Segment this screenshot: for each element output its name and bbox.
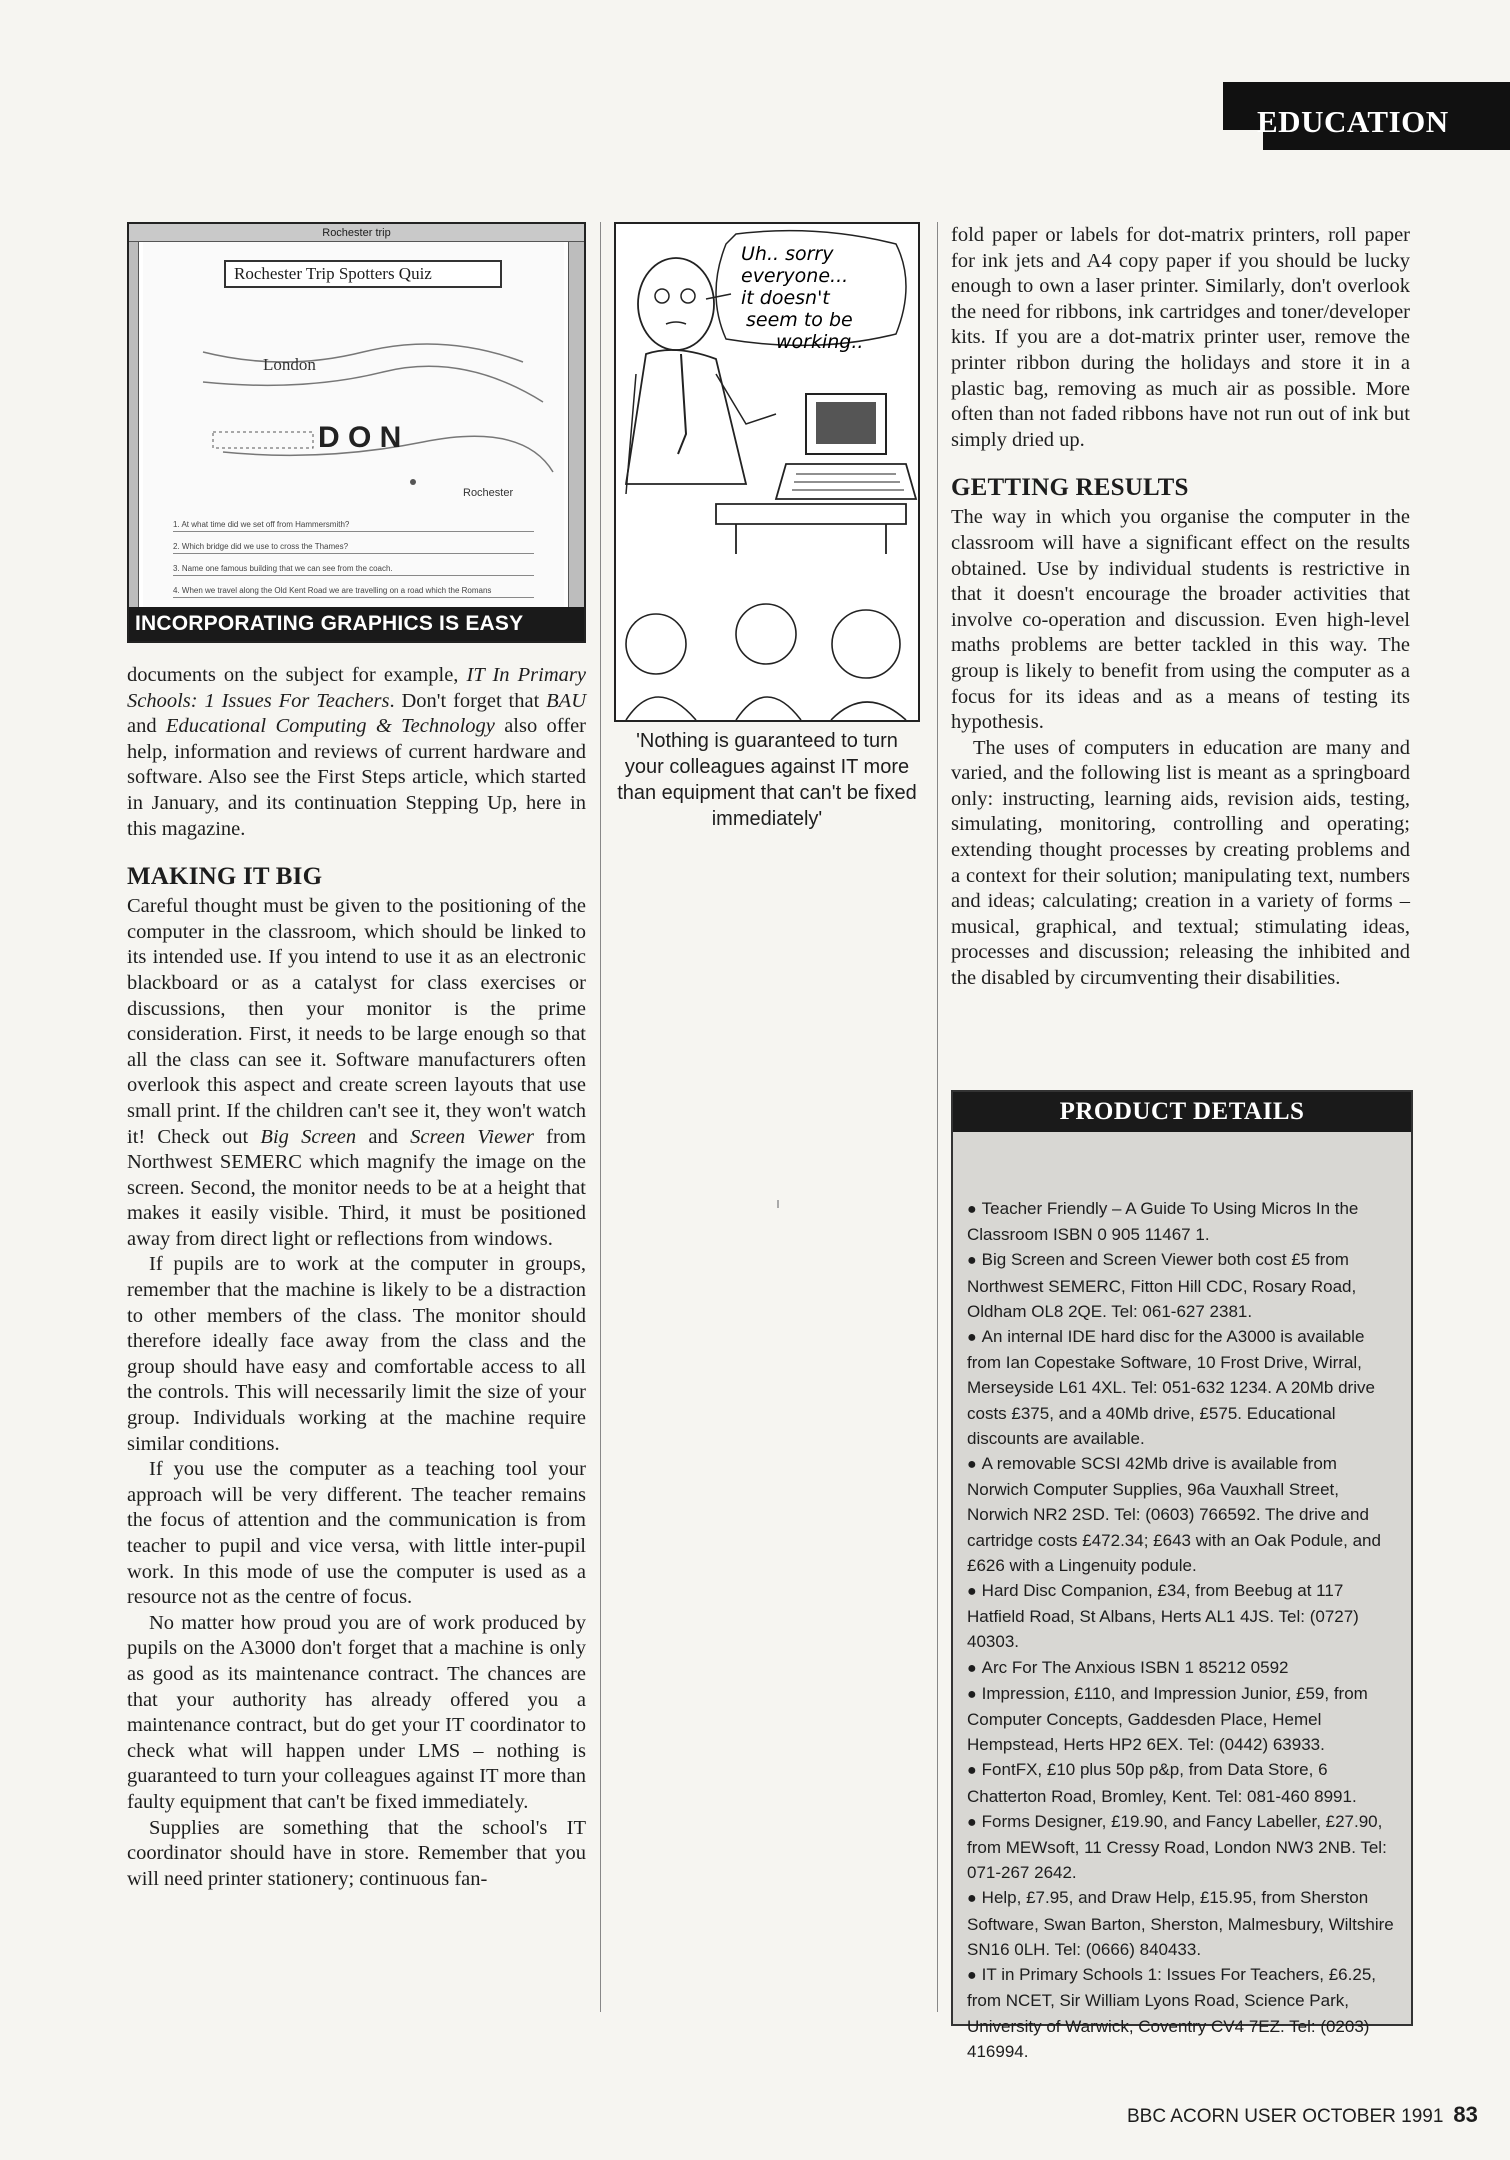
body-paragraph: The uses of computers in education are many and varied, and the following list is meant as a springboard only: instructing, learning aids, revision aids, testing, simulating, monitoring, controlling and operating; extending thought processes by creating problems and a context for their solution; manipulating text, numbers and ideas; calculating; creation in a variety of forms – musical, graphical, and textual; stimulating ideas, processes and discussion; releasing the inhibited and the disabled by circumventing their disabilities.	[951, 736, 1410, 990]
body-paragraph: The way in which you organise the computer in the classroom will have a significant effect on the results obtained. Use by individual students is restrictive in that it doesn't encourage the broader activities that involve co-operation and discussion. Even high-level maths problems are better tackled in this way. The group is likely to benefit from using the computer as a focus for its ideas and as a means of testing its hypothesis.	[951, 506, 1410, 734]
stray-mark	[777, 1200, 779, 1208]
magazine-issue: BBC ACORN USER OCTOBER 1991	[1127, 2106, 1444, 2127]
body-paragraph: No matter how proud you are of work produced by pupils on the A3000 don't forget that a machine is only as good as its maintenance contract. The chances are that your authority has already offered you a maintenance contract, but do get your IT coordinator to check what will happen under LMS – nothing is guaranteed to turn your colleagues against IT more than faulty equipment that can't be fixed immediately.	[127, 1611, 586, 1813]
map-label-london: London	[263, 355, 316, 374]
product-item: ● Help, £7.95, and Draw Help, £15.95, from Sherston Software, Swan Barton, Sherston, Malmesbury, Wiltshire SN16 0LH. Tel: (0666) 840433.	[967, 1885, 1397, 1962]
left-scrollbar	[129, 242, 139, 607]
page-footer	[1127, 2102, 1478, 2128]
quiz-question: 3. Name one famous building that we can see from the coach.	[173, 564, 534, 576]
body-paragraph: fold paper or labels for dot-matrix printers, roll paper for ink jets and A4 copy paper if you should be lucky enough to own a laser printer. Similarly, don't overlook the need for ribbons, ink cartridges and toner/developer kits. If you are a dot-matrix printer user, remove the printer ribbon during the holidays and store it in a plastic bag, removing as much air as possible. More often than not faded ribbons have not run out of ink but simply dried up.	[951, 224, 1410, 451]
product-item: ● A removable SCSI 42Mb drive is available from Norwich Computer Supplies, 96a Vauxhall Street, Norwich NR2 2SD. Tel: (0603) 766592. The drive and cartridge costs £472.34; £643 with an Oak Podule, and £626 with a Lingenuity podule.	[967, 1451, 1397, 1578]
body-paragraph: Careful thought must be given to the positioning of the computer in the classroom, which should be linked to its intended use. If you intend to use it as an electronic blackboard or as a catalyst for class exercises or discussions, then your monitor is the prime consideration. First, it needs to be large enough so that all the class can see it. Software manufacturers often overlook this aspect and create screen layouts that use small print. If the children can't see it, they won't watch it! Check out Big Screen and Screen Viewer from Northwest SEMERC which magnify the image on the screen. Second, the monitor needs to be at a height that makes it easily visible. Third, it must be positioned away from direct light or reflections from windows.	[127, 895, 586, 1250]
quiz-question: 2. Which bridge did we use to cross the Thames?	[173, 542, 534, 554]
quiz-title-box: Rochester Trip Spotters Quiz	[224, 260, 502, 288]
speech-line: working..	[776, 331, 864, 353]
window-titlebar: Rochester trip	[129, 224, 584, 242]
product-details-list	[953, 1132, 1411, 2064]
teacher-cartoon-drawing	[616, 224, 918, 720]
map-drawing	[163, 312, 563, 512]
product-item: ● FontFX, £10 plus 50p p&p, from Data Store, 6 Chatterton Road, Bromley, Kent. Tel: 081-460 8991.	[967, 1757, 1397, 1808]
right-scrollbar	[568, 242, 584, 607]
product-item: ● Big Screen and Screen Viewer both cost £5 from Northwest SEMERC, Fitton Hill CDC, Rosary Road, Oldham OL8 2QE. Tel: 061-627 2381.	[967, 1247, 1397, 1324]
screenshot-figure	[127, 222, 586, 643]
page-number: 83	[1453, 2102, 1478, 2127]
product-item: ● Forms Designer, £19.90, and Fancy Labeller, £27.90, from MEWsoft, 11 Cressy Road, London NW3 2NB. Tel: 071-267 2642.	[967, 1809, 1397, 1886]
section-tab	[1223, 82, 1510, 150]
map-label-rochester: Rochester	[463, 487, 514, 499]
intro-paragraph: documents on the subject for example, IT In Primary Schools: 1 Issues For Teachers. Don't forget that BAU and Educational Computing & Technology also offer help, information and reviews of current hardware and software. Also see the First Steps article, which started in January, and its continuation Stepping Up, here in this magazine.	[127, 664, 587, 840]
product-item: ● An internal IDE hard disc for the A3000 is available from Ian Copestake Software, 10 Frost Drive, Wirral, Merseyside L61 4XL. Tel: 051-632 1234. A 20Mb drive costs £375, and a 40Mb drive, £575. Educational discounts are available.	[967, 1324, 1397, 1451]
screenshot-canvas	[143, 242, 564, 607]
product-item: ● Arc For The Anxious ISBN 1 85212 0592	[967, 1655, 1397, 1681]
map-label-don: D O N	[318, 421, 402, 454]
body-paragraph: If pupils are to work at the computer in groups, remember that the machine is likely to be a distraction to other members of the class. The monitor should therefore ideally face away from the class and the group should have easy and comfortable access to all the controls. This will necessarily limit the size of your group. Individuals working at the machine require similar conditions.	[127, 1253, 586, 1455]
speech-line: Uh.. sorry	[741, 243, 834, 265]
speech-line: seem to be	[746, 309, 853, 331]
cartoon-caption: 'Nothing is guaranteed to turn your colleagues against IT more than equipment that can't be fixed immediately'	[617, 730, 917, 830]
section-title: EDUCATION	[1257, 104, 1449, 139]
product-item: ● Teacher Friendly – A Guide To Using Micros In the Classroom ISBN 0 905 11467 1.	[967, 1196, 1397, 1247]
column-divider	[600, 222, 601, 2012]
getting-results-heading: GETTING RESULTS	[951, 474, 1189, 502]
column-1	[127, 663, 586, 1892]
figure-caption: INCORPORATING GRAPHICS IS EASY	[129, 607, 584, 641]
column-divider	[937, 222, 938, 2012]
speech-line: everyone...	[741, 265, 849, 287]
body-paragraph: If you use the computer as a teaching tool your approach will be very different. The teacher remains the focus of attention and the communication is from teacher to pupil and vice versa, with little inter-pupil work. In this mode of use the computer is used as a resource not as the centre of focus.	[127, 1458, 586, 1609]
product-details-heading: PRODUCT DETAILS	[953, 1092, 1411, 1132]
speech-line: it doesn't	[741, 287, 830, 309]
quiz-question: 4. When we travel along the Old Kent Road we are travelling on a road which the Romans	[173, 586, 534, 598]
cartoon-illustration	[614, 222, 920, 722]
column-3	[951, 223, 1410, 992]
product-item: ● IT in Primary Schools 1: Issues For Teachers, £6.25, from NCET, Sir William Lyons Road, Science Park, University of Warwick, Coventry CV4 7EZ. Tel: (0203) 416994.	[967, 1962, 1397, 2064]
product-item: ● Impression, £110, and Impression Junior, £59, from Computer Concepts, Gaddesden Place, Hemel Hempstead, Herts HP2 6EX. Tel: (0442) 63933.	[967, 1681, 1397, 1758]
product-item: ● Hard Disc Companion, £34, from Beebug at 117 Hatfield Road, St Albans, Herts AL1 4JS. Tel: (0727) 40303.	[967, 1578, 1397, 1655]
body-paragraph: Supplies are something that the school's IT coordinator should have in store. Remember that you will need printer stationery; continuous fan-	[127, 1816, 586, 1890]
product-details-box	[951, 1090, 1413, 2061]
making-it-big-heading: MAKING IT BIG	[127, 863, 323, 891]
quiz-question: 1. At what time did we set off from Hammersmith?	[173, 520, 534, 532]
